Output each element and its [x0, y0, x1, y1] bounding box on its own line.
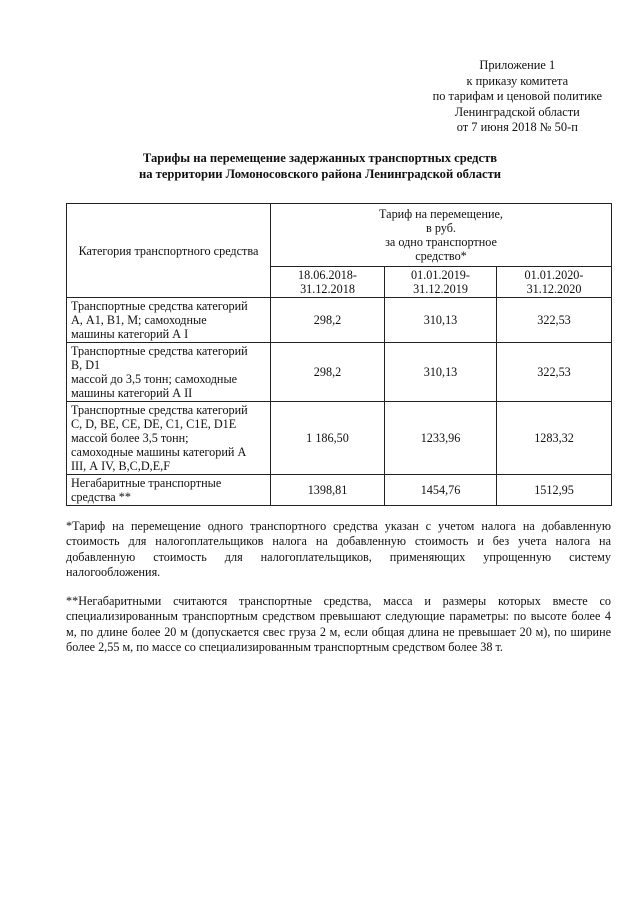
tariff-value: 1512,95: [497, 475, 612, 506]
category-cell: [67, 475, 271, 506]
period-header: [497, 267, 612, 298]
period-header: [271, 267, 385, 298]
period-header: [385, 267, 497, 298]
tariff-value: 322,53: [497, 343, 612, 402]
category-cell: [67, 343, 271, 402]
committee-name: по тарифам и ценовой политике: [432, 89, 602, 104]
category-line: III, А IV, B,C,D,E,F: [71, 459, 170, 473]
tariff-header-line: за одно транспортное: [385, 235, 497, 249]
tariff-header-line: Тариф на перемещение,: [379, 207, 503, 221]
tariff-value: 322,53: [497, 298, 612, 343]
category-line: B, D1: [71, 358, 101, 372]
tariff-header-line: средство*: [415, 249, 467, 263]
table-row: [67, 475, 612, 506]
period-end: 31.12.2020: [526, 282, 582, 296]
tariff-value: 1398,81: [271, 475, 385, 506]
order-reference: к приказу комитета: [466, 73, 569, 88]
table-row: [67, 402, 612, 475]
category-line: массой более 3,5 тонн;: [71, 431, 189, 445]
category-column-header: Категория транспортного средства: [67, 204, 271, 298]
tariff-value: 1283,32: [497, 402, 612, 475]
table-header-row: [67, 204, 612, 267]
category-line: массой до 3,5 тонн; самоходные: [71, 372, 238, 386]
category-line: машины категорий А I: [71, 327, 189, 341]
period-end: 31.12.2019: [413, 282, 468, 296]
tariff-column-header: [271, 204, 612, 267]
period-start: 18.06.2018-: [298, 268, 357, 282]
period-start: 01.01.2019-: [411, 268, 470, 282]
table-row: [67, 343, 612, 402]
tariff-table: [66, 203, 612, 506]
footnote-oversized: **Негабаритными считаются транспортные средства, масса и размеры которых вместе со специализированным транспортным средством превышают следующие параметры: по высоте более 4 м, по длине более 20 м (допускается свес груза 2 м, если общая длина не превышает 20 м), по ширине более 2,55 м, по массе со специализированным транспортным средством более 38 т.: [66, 594, 611, 655]
title-line-1: Тарифы на перемещение задержанных транспортных средств: [142, 151, 498, 165]
order-date: от 7 июня 2018 № 50-п: [456, 120, 578, 135]
tariff-value: 1233,96: [385, 402, 497, 475]
category-line: машины категорий А II: [71, 386, 193, 400]
tariff-value: 298,2: [271, 343, 385, 402]
category-line: А, А1, В1, М; самоходные: [71, 313, 207, 327]
category-line: средства **: [71, 490, 131, 504]
category-line: C, D, BE, CE, DE, C1, C1E, D1E: [71, 417, 237, 431]
category-line: Негабаритные транспортные: [71, 476, 222, 490]
appendix-header: [433, 58, 602, 136]
tariff-value: 310,13: [385, 343, 497, 402]
tariff-value: 310,13: [385, 298, 497, 343]
appendix-label: Приложение 1: [479, 58, 556, 72]
tariff-header-line: в руб.: [426, 221, 456, 235]
tariff-value: 298,2: [271, 298, 385, 343]
title-line-2: на территории Ломоносовского района Ленинградской области: [138, 167, 502, 181]
category-line: Транспортные средства категорий: [71, 403, 248, 417]
tariff-value: 1 186,50: [271, 402, 385, 475]
footnote-vat: *Тариф на перемещение одного транспортного средства указан с учетом налога на добавленную стоимость для налогоплательщиков налога на добавленную стоимость и без учета налога на добавленную стоимость для налогоплательщиков, применяющих упрощенную систему налогообложения.: [66, 519, 611, 580]
category-line: Транспортные средства категорий: [71, 299, 248, 313]
category-line: Транспортные средства категорий: [71, 344, 248, 358]
document-title: [0, 150, 640, 182]
category-line: самоходные машины категорий А: [71, 445, 247, 459]
table-row: [67, 298, 612, 343]
category-cell: [67, 402, 271, 475]
tariff-value: 1454,76: [385, 475, 497, 506]
period-end: 31.12.2018: [300, 282, 355, 296]
region-name: Ленинградской области: [454, 104, 580, 119]
category-cell: [67, 298, 271, 343]
period-start: 01.01.2020-: [524, 268, 584, 282]
